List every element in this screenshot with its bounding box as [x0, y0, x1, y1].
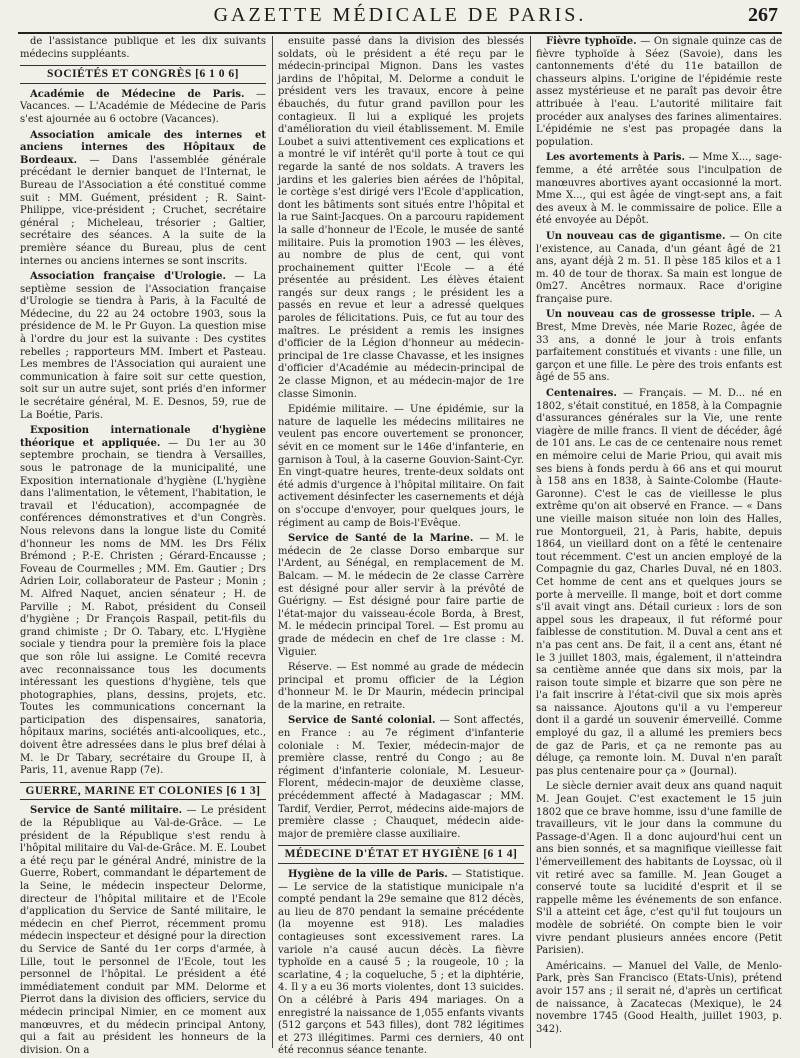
paragraph [536, 388, 782, 778]
paragraph-heading: Un nouveau cas de gigantisme. [546, 230, 726, 242]
section-heading: SOCIÉTÉS ET CONGRÈS [6 1 0 6] [20, 65, 266, 84]
page-number: 267 [748, 4, 778, 26]
paragraph [20, 36, 266, 61]
paragraph-text: — Statistique. — Le service de la statistique municipale n'a compté pendant la 29e semaine que 812 décès, au lieu de 870 pendant la semaine précédente (la moyenne est 918). Les maladies contagieuses sont excessivement rares. La variole n'a causé aucun décès. La fièvre typhoïde en a causé 5 ; la rougeole, 10 ; la scarlatine, 4 ; la coqueluche, 5 ; et la diphtérie, 4. Il y a eu 36 morts violentes, dont 13 suicides. On a célébré à Paris 494 mariages. On a enregistré la naissance de 1,055 enfants vivants (512 garçons et 543 filles), dont 782 légitimes et 273 illégitimes. Parmi ces derniers, 40 ont été reconnus séance tenante. [278, 869, 525, 1057]
paragraph-text: — A Brest, Mme Drevès, née Marie Rozec, âgée de 33 ans, a donné le jour à trois enfants parfaitement constitués et vivants : une fille, un garçon et une fille. Le père des trois enfants est âgé de 55 ans. [536, 309, 782, 384]
paragraph [278, 662, 524, 712]
paragraph-heading: Service de Santé militaire. [30, 805, 183, 817]
paragraph-text: Epidémie militaire. — Une épidémie, sur la nature de laquelle les médecins militaires ne veulent pas encore ouvertement se prononcer, sévit en ce moment sur le 146e d'infanterie, en garnison à Toul, à la caserne Gouvion-Saint-Cyr. En vingt-quatre heures, trente-deux soldats ont été admis d'urgence à l'hôpital militaire. On fait activement désinfecter les casernements et déjà on s'occupe d'envoyer, pour quelques jours, le régiment au camp de Bois-l'Evêque. [278, 404, 524, 529]
paragraph [20, 805, 266, 1057]
paragraph-text: — Dans l'assemblée générale précédant le dernier banquet de l'Internat, le Bureau de l'Association a été constitué comme suit : MM. Guément, président ; R. Saint-Philippe, vice-président ; Cruchet, secrétaire général ; Micheleau, trésorier ; Galtier, secrétaire des séances. A la suite de la première séance du Bureau, plus de cent internes ou anciens internes se sont inscrits. [20, 154, 266, 267]
paragraph-text: — On signale quinze cas de fièvre typhoïde à Séez (Savoie), dans les cantonnements d'été du 11e bataillon de chasseurs alpins. L'origine de l'épidémie reste assez mystérieuse et ne paraît pas devoir être attribuée à l'eau. L'autorité militaire fait procéder aux analyses des farines alimentaires. L'épidémie ne s'est pas propagée dans la population. [536, 36, 782, 148]
paragraph [20, 425, 266, 778]
paragraph [20, 89, 266, 127]
paragraph-text: — Français. — M. D... né en 1802, s'était constitué, en 1858, à la Compagnie d'assurances générales sur la Vie, une rente viagère de mille francs. Il vient de décéder, âgé de 101 ans. Le cas de ce centenaire nous remet en mémoire celui de Marie Priou, qui avait mis ses biens à fonds perdu à 66 ans et qui mourut à 158 ans en 1838, à Sainte-Colombe (Haute-Garonne). C'est le cas de vieillesse le plus extrême qu'on ait observé en France. — « Dans une vieille maison située non loin des Halles, rue Montorgueil, 21, à Paris, habite, depuis 1864, un vieillard dont on a fêté le centenaire tout récemment. C'est un ancien employé de la Compagnie du gaz, Charles Duval, né en 1803. Cet homme de cent ans et quelques jours se porte à merveille. Il mange, boit et dort comme s'il avait vingt ans. Détail curieux : lors de son appel sous les drapeaux, il fut réformé pour faiblesse de constitution. M. Duval a cent ans et n'a pas cent ans. De fait, il a cent ans, étant né le 3 juillet 1803, mais, également, il n'atteindra sa centième année que dans six mois, par la raison toute simple et bizarre que son père ne l'a fait inscrire à l'état-civil que six mois après sa naissance. Ajoutons qu'il a vu l'empereur dont il a gardé un souvenir émerveillé. Comme employé du gaz, il a allumé les premiers becs de gaz de Paris, et ça ne remonte pas au déluge, ça remonte loin. M. Duval n'en paraît pas plus centenaire pour ça » (Journal). [536, 388, 782, 777]
paragraph [278, 404, 524, 530]
column-divider [530, 36, 531, 1048]
section-heading: MÉDECINE D'ÉTAT ET HYGIÈNE [6 1 4] [278, 845, 524, 864]
paragraph [278, 36, 524, 401]
section-heading: GUERRE, MARINE ET COLONIES [6 1 3] [20, 782, 266, 801]
paragraph-heading: Fièvre typhoïde. [546, 36, 637, 47]
paragraph [20, 130, 266, 269]
paragraph [536, 961, 782, 1037]
paragraph-heading: Association française d'Urologie. [30, 271, 226, 283]
paragraph-heading: Les avortements à Paris. [546, 152, 686, 164]
paragraph [536, 781, 782, 957]
paragraph-text: Américains. — Manuel del Valle, de Menlo-Park, près San Francisco (Etats-Unis), prétend avoir 157 ans ; il serait né, d'après un certificat de naissance, à Zacatecas (Mexique), le 24 novembre 1745 (Good Health, juillet 1903, p. 342). [536, 960, 782, 1035]
paragraph-text: ensuite passé dans la division des blessés soldats, où le président a été reçu par le médecin-principal Mignon. Dans les vastes jardins de l'hôpital, M. Delorme a conduit le président vers les travaux, encore à peine ébauchés, du futur grand pavillon pour les contagieux. Il lui a expliqué les projets d'amélioration du vieil établissement. M. Emile Loubet a suivi attentivement ces explications et a montré le vif intérêt qu'il porte à tout ce qui regarde la santé de nos soldats. A travers les jardins et les galeries bien aérées de l'hôpital, le cortège s'est dirigé vers l'Ecole d'application, dont les bâtiments sont situés entre l'hôpital et la rue Saint-Jacques. On a parcouru rapidement la salle d'honneur de l'Ecole, le musée de santé militaire. Puis la promotion 1903 — les élèves, au nombre de plus de cent, qui vont prochainement quitter l'Ecole — a été présentée au président. Les élèves étaient rangés sur deux rangs ; le président les a passés en revue et leur a adressé quelques paroles de félicitations. Puis, ce fut au tour des maîtres. Le président a remis les insignes d'officier de la Légion d'honneur au médecin-principal de 1re classe Chavasse, et les insignes d'officier d'Académie au médecin-principal de 2e classe Mignon, et au médecin-major de 1re classe Simonin. [278, 36, 524, 400]
paragraph-heading: Service de Santé colonial. [288, 715, 436, 727]
paragraph [278, 715, 524, 841]
paragraph-text: — Vacances. — L'Académie de Médecine de Paris s'est ajournée au 6 octobre (Vacances). [20, 88, 266, 125]
paragraph-heading: Service de Santé de la Marine. [288, 533, 474, 545]
paragraph-text: — La septième session de l'Association française d'Urologie se tiendra à Paris, à la Faculté de Médecine, du 22 au 24 octobre 1903, sous la présidence de M. le Pr Guyon. La question mise à l'ordre du jour est la suivante : Des cystites rebelles ; rapporteurs MM. Imbert et Pasteau. Les membres de l'Association qui auraient une communication à faire soit sur cette question, soit sur un autre sujet, sont priés d'en informer le secrétaire général, M. E. Desnos, 59, rue de La Boétie, Paris. [20, 271, 266, 421]
column-2 [278, 36, 525, 1057]
paragraph-text: Réserve. — Est nommé au grade de médecin principal et promu officier de la Légion d'honneur M. le Dr Maurin, médecin principal de la marine, en retraite. [278, 662, 524, 711]
column-3 [536, 36, 782, 1048]
column-1 [20, 36, 266, 1056]
header-rule [18, 32, 782, 34]
paragraph [536, 36, 782, 149]
paragraph-text: — Sont affectés, en France : au 7e régiment d'infanterie coloniale : M. Texier, médecin-major de première classe, rentré du Congo ; au 8e régiment d'infanterie coloniale, M. Lesueur-Florent, médecin-major de deuxième classe, précédemment affecté à Madagascar ; MM. Tardif, Verdier, Perrot, médecins aide-majors de première classe ; Chauquet, médecin aide-major de première classe auxiliaire. [278, 715, 524, 840]
paragraph [536, 309, 782, 385]
page-header [18, 2, 782, 32]
paragraph [278, 533, 524, 659]
paragraph-text: — Du 1er au 30 septembre prochain, se tiendra à Versailles, sous le patronage de la municipalité, une Exposition internationale d'hygiène (L'hygiène dans l'alimentation, le vêtement, l'habitation, le travail et l'éducation), accompagnée de conférences démonstratives et d'un Congrès. Nous relevons dans la longue liste du Comité d'honneur les noms de MM. les Drs Félix Brémond ; P.-E. Christen ; Gérard-Encausse ; Foveau de Courmelles ; MM. Em. Gautier ; Drs Adrien Loir, collaborateur de Pasteur ; Monin ; M. Alfred Naquet, ancien sénateur ; H. de Parville ; M. Rabot, président du Conseil d'hygiène ; Dr François Raspail, petit-fils du grand chimiste ; Dr O. Tabary, etc. L'Hygiène sociale y tiendra pour la première fois la place que son rôle lui assigne. Le Comité recevra avec reconnaissance tous les documents intéressant les questions d'hygiène, tels que photographies, plans, dessins, projets, etc. Toutes les communications concernant la participation des dispensaires, sanatoria, hôpitaux marins, sociétés anti-alcooliques, etc., doivent être adressées dans le plus bref délai à M. le Dr Tabary, secrétaire du Groupe II, à Paris, 11, avenue Rapp (7e). [20, 437, 266, 777]
paragraph [536, 231, 782, 307]
paragraph-text: — Le président de la République au Val-de-Grâce. — Le président de la République s'est rendu à l'hôpital militaire du Val-de-Grâce. M. E. Loubet a été reçu par le général André, ministre de la Guerre, Robert, commandant le département de la Seine, le médecin inspecteur Delorme, directeur de l'hôpital militaire et de l'Ecole d'application du Service de Santé militaire, le médecin en chef Pierrot, récemment promu médecin inspecteur et désigné pour la direction du Service de Santé du 1er corps d'armée, à Lille, tout le personnel de l'Ecole, tout les personnel de l'hôpital. Le président a été immédiatement conduit par MM. Delorme et Pierrot dans la division des officiers, service du médecin principal Nimier, en ce moment aux manœuvres, et du médecin principal Antony, qui a fait au président les honneurs de la division. On a [20, 805, 266, 1056]
paragraph-text: — On cite l'existence, au Canada, d'un géant âgé de 21 ans, ayant déjà 2 m. 51. Il pèse 185 kilos et a 1 m. 40 de tour de thorax. Sa main est longue de 0m27. Ancêtres normaux. Race d'origine française pure. [536, 230, 782, 305]
paragraph-text: Le siècle dernier avait deux ans quand naquit M. Jean Goujet. C'est exactement le 15 juin 1802 que ce brave homme, issu d'une famille de travailleurs, vit le jour dans la commune du Passage-d'Agen. Il a donc aujourd'hui cent un ans bien sonnés, et sa magnifique vieillesse fait l'émerveillement des habitants de Loyssac, où il vit retiré avec sa famille. M. Jean Gouget a conservé toute sa lucidité d'esprit et il se rappelle même les événements de son enfance. S'il a atteint cet âge, c'est qu'il fut toujours un modèle de sobriété. On compte bien le voir vivre pendant plusieurs années encore (Petit Parisien). [536, 781, 782, 957]
paragraph-heading: Un nouveau cas de grossesse triple. [546, 309, 756, 321]
paragraph-heading: Centenaires. [546, 388, 617, 400]
paragraph [536, 152, 782, 228]
paragraph-text: de l'assistance publique et les dix suivants médecins suppléants. [20, 36, 266, 60]
paragraph-text: — Mme X..., sage-femme, a été arrêtée sous l'inculpation de manœuvres abortives ayant occasionné la mort. Mme X..., qui est âgée de vingt-sept ans, a fait des aveux à M. le commissaire de police. Elle a été envoyée au Dépôt. [536, 152, 783, 227]
paragraph [20, 271, 266, 422]
paragraph [278, 869, 524, 1058]
paragraph-heading: Exposition internationale d'hygiène théorique et appliquée. [20, 425, 266, 449]
paragraph-heading: Académie de Médecine de Paris. [30, 88, 245, 100]
paragraph-heading: Hygiène de la ville de Paris. [288, 869, 448, 880]
paragraph-heading: Association amicale des internes et anciens internes des Hôpitaux de Bordeaux. [20, 129, 266, 166]
paragraph-text: — M. le médecin de 2e classe Dorso embarque sur l'Ardent, au Sénégal, en remplacement de M. Balcam. — M. le médecin de 2e classe Carrère est désigné pour aller servir à la prévôté de Guérigny. — Est désigné pour faire partie de l'état-major du vaisseau-école Borda, à Brest, M. le médecin principal Torel. — Est promu au grade de médecin en chef de 1re classe : M. Viguier. [278, 533, 524, 658]
column-divider [272, 36, 273, 1048]
journal-title: GAZETTE MÉDICALE DE PARIS. [213, 4, 587, 26]
article-columns [20, 36, 783, 1057]
